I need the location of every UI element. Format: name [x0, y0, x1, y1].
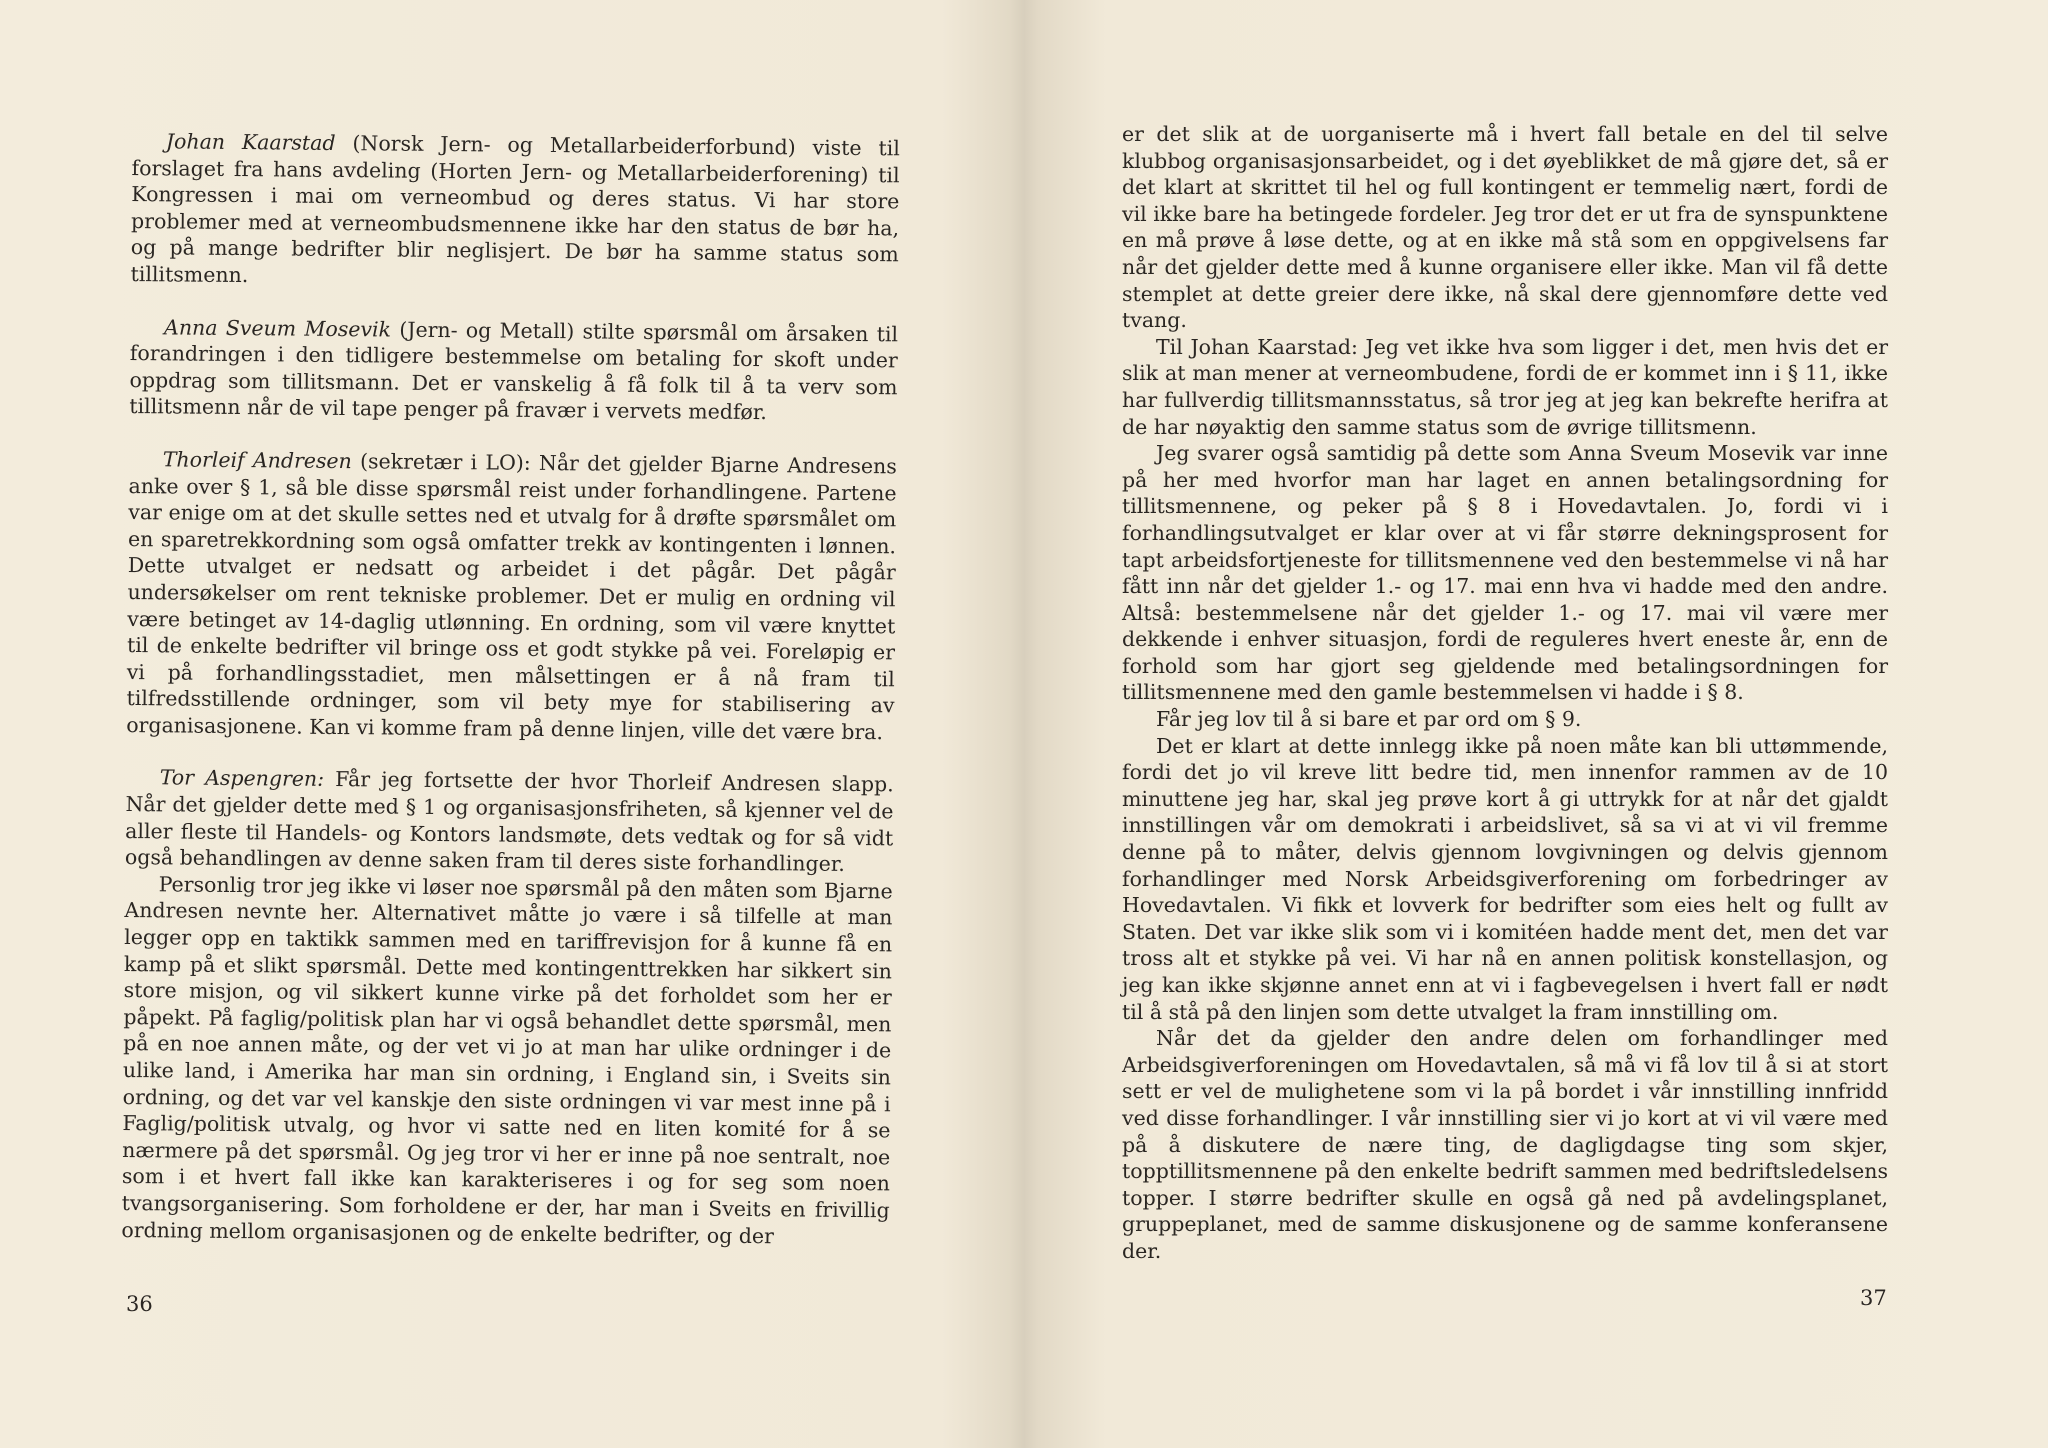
speaker-name: Tor Aspengren: — [159, 765, 325, 792]
paragraph-text: Når det da gjelder den andre delen om forhandlinger med Arbeidsgiverforeningen om Hovedavtalen, så må vi få lov til å si at stort sett er vel de mulighetene som vi la på bordet i vår innstilling innfridd ved disse forhandlinger. I vår innstilling sier vi jo kort at vi vil være med på å diskutere de nære ting, de dagligdagse ting som skjer, topptillitsmennene på den enkelte bedrift sammen med bedriftsledelsens topper. I større bedrifter skulle en også gå ned på avdelingsplanet, gruppeplanet, med de samme diskusjonene og de samme konferansene der. — [1122, 1026, 1888, 1263]
paragraph-text: Får jeg lov til å si bare et par ord om § 9. — [1156, 707, 1582, 732]
paragraph-text: Personlig tror jeg ikke vi løser noe spørsmål på den måten som Bjarne Andresen nevnte her. Alternativet måtte jo være i så tilfelle at man legger opp en taktikk sammen med en tariffrevisjon for å kunne få en kamp på et slikt spørsmål. Dette med kontingenttrekken har sikkert sin store misjon, og vil sikkert kunne virke på det forholdet som her er påpekt. På faglig/politisk plan har vi også behandlet dette spørsmål, men på en noe annen måte, og der vet vi jo at man har ulike ordninger i de ulike land, i Amerika har man sin ordning, i England sin, i Sveits sin ordning, og det var vel kanskje den siste ordningen vi var mest inne på i Faglig/politisk utvalg, og hvor vi satte ned en liten komité for å se nærmere på det spørsmål. Og jeg tror vi her er inne på noe sentralt, noe som i et hvert fall ikke kan karakteriseres i og for seg som noen tvangsorganisering. Som forholdene er der, har man i Sveits en frivillig ordning mellom organisasjonen og de enkelte bedrifter, og der — [121, 872, 893, 1248]
paragraph — [1122, 440, 1888, 706]
paragraph-text: Jeg svarer også samtidig på dette som Anna Sveum Mosevik var inne på her med hvorfor man har laget en annen betalingsordning for tillitsmennene, og peker på § 8 i Hovedavtalen. Jo, fordi vi i forhandlingsutvalget er klar over at vi får større dekningsprosent for tapt arbeidsfortjeneste for tillitsmennene ved den bestemmelse vi nå har fått inn når det gjelder 1.- og 17. mai enn hva vi hadde med den andre. Altså: bestemmelsene når det gjelder 1.- og 17. mai vil være mer dekkende i enhver situasjon, fordi de reguleres hvert eneste år, enn de forhold som har gjort seg gjeldende med betalingsordningen for tillitsmennene med den gamle bestemmelsen vi hadde i § 8. — [1122, 441, 1888, 705]
speaker-name: Anna Sveum Mosevik — [163, 314, 392, 342]
right-page-text — [1122, 121, 1888, 1265]
paragraph-text: er det slik at de uorganiserte må i hvert fall betale en del til selve klubbog organisasjonsarbeidet, og i det øyeblikket de må gjøre det, så er det klart at skrittet til hel og full kontingent er temmelig nært, fordi de vil ikke bare ha betingede fordeler. Jeg tror det er ut fra de synspunktene en må prøve å løse dette, og at en ikke må stå som en oppgivelsens far når det gjelder dette med å kunne organisere eller ikke. Man vil få dette stemplet at dette greier dere ikke, nå skal dere gjennomføre dette ved tvang. — [1122, 122, 1888, 333]
paragraph-text: Til Johan Kaarstad: Jeg vet ikke hva som ligger i det, men hvis det er slik at man mener at verneombudene, fordi de er kommet inn i § 11, ikke har fullverdig tillitsmannsstatus, så tror jeg at jeg kan bekrefte herifra at de har nøyaktig den samme status som de øvrige tillitsmenn. — [1122, 334, 1888, 439]
paragraph-andresen — [126, 446, 897, 746]
paragraph — [1122, 334, 1888, 440]
paragraph-text: (sekretær i LO): Når det gjelder Bjarne Andresens anke over § 1, så ble disse spørsmål reist under forhandlingene. Partene var enige om at det skulle settes ned et utvalg for å drøfte spørsmålet om en sparetrekkordning som også omfatter trekk av kontingenten i lønnen. Dette utvalget er nedsatt og arbeidet i det pågår. Det pågår undersøkelser om rent tekniske problemer. Det er mulig en ordning vil være betinget av 14-daglig utlønning. En ordning, som vil være knyttet til de enkelte bedrifter vil bringe oss et godt stykke på vei. Foreløpig er vi på forhandlingsstadiet, men målsettingen er å nå fram til tilfredsstillende ordninger, som vil bety mye for stabilisering av organisasjonene. Kan vi komme fram på denne linjen, ville det være bra. — [126, 449, 897, 745]
left-page-text — [121, 128, 900, 1250]
paragraph-kaarstad — [130, 128, 899, 295]
page-number: 36 — [126, 1292, 153, 1316]
paragraph-text: (Jern- og Metall) stilte spørsmål om årsaken til forandringen i den tidligere bestemmelse om betaling for skoft under oppdrag som tillitsmann. Det er vanskelig å få folk til å ta verv som tillitsmenn når de vil tape penger på fravær i vervets medfør. — [129, 317, 899, 425]
paragraph-mosevik — [129, 314, 898, 428]
paragraph-text: Det er klart at dette innlegg ikke på noen måte kan bli uttømmende, fordi det jo vil kreve litt bedre tid, men innenfor rammen av de 10 minuttene jeg har, skal jeg prøve kort å gi uttrykk for at når det gjaldt innstillingen vår om demokrati i arbeidslivet, så sa vi at vi vil fremme denne på to måter, delvis gjennom lovgivningen og delvis gjennom forhandlinger med Norsk Arbeidsgiverforening om forbedringer av Hovedavtalen. Vi fikk et lovverk for bedrifter som eies helt og fullt av Staten. Det var ikke slik som vi i komitéen hadde ment det, men det var tross alt et stykke på vei. Vi har nå en annen politisk konstellasjon, og jeg kan ikke skjønne annet enn at vi i fagbevegelsen i hvert fall er nødt til å stå på den linjen som dette utvalget la fram innstilling om. — [1122, 733, 1888, 1024]
page-number: 37 — [1860, 1286, 1887, 1310]
right-page — [1024, 0, 2048, 1448]
paragraph-aspengren-continued — [121, 871, 893, 1251]
speaker-name: Johan Kaarstad — [165, 129, 336, 155]
paragraph-continued — [1122, 121, 1888, 334]
paragraph-text: Får jeg fortsette der hvor Thorleif Andresen slapp. Når det gjelder dette med § 1 og organisasjonsfriheten, så kjenner vel de aller fleste til Handels- og Kontors landsmøte, dets vedtak og for så vidt også behandlingen av denne saken fram til deres siste forhandlinger. — [124, 767, 894, 877]
speaker-name: Thorleif Andresen — [162, 447, 352, 474]
paragraph-aspengren — [125, 764, 894, 878]
paragraph-text: (Norsk Jern- og Metallarbeiderforbund) viste til forslaget fra hans avdeling (Horten Jern- og Metallarbeiderforening) til Kongressen i mai om verneombud og deres status. Vi har store problemer med at verneombudsmennene ikke har den status de bør ha, og på mange bedrifter blir neglisjert. De bør ha samme status som tillitsmenn. — [130, 130, 900, 288]
paragraph — [1122, 1025, 1888, 1264]
paragraph — [1122, 733, 1888, 1026]
paragraph — [1122, 706, 1888, 733]
